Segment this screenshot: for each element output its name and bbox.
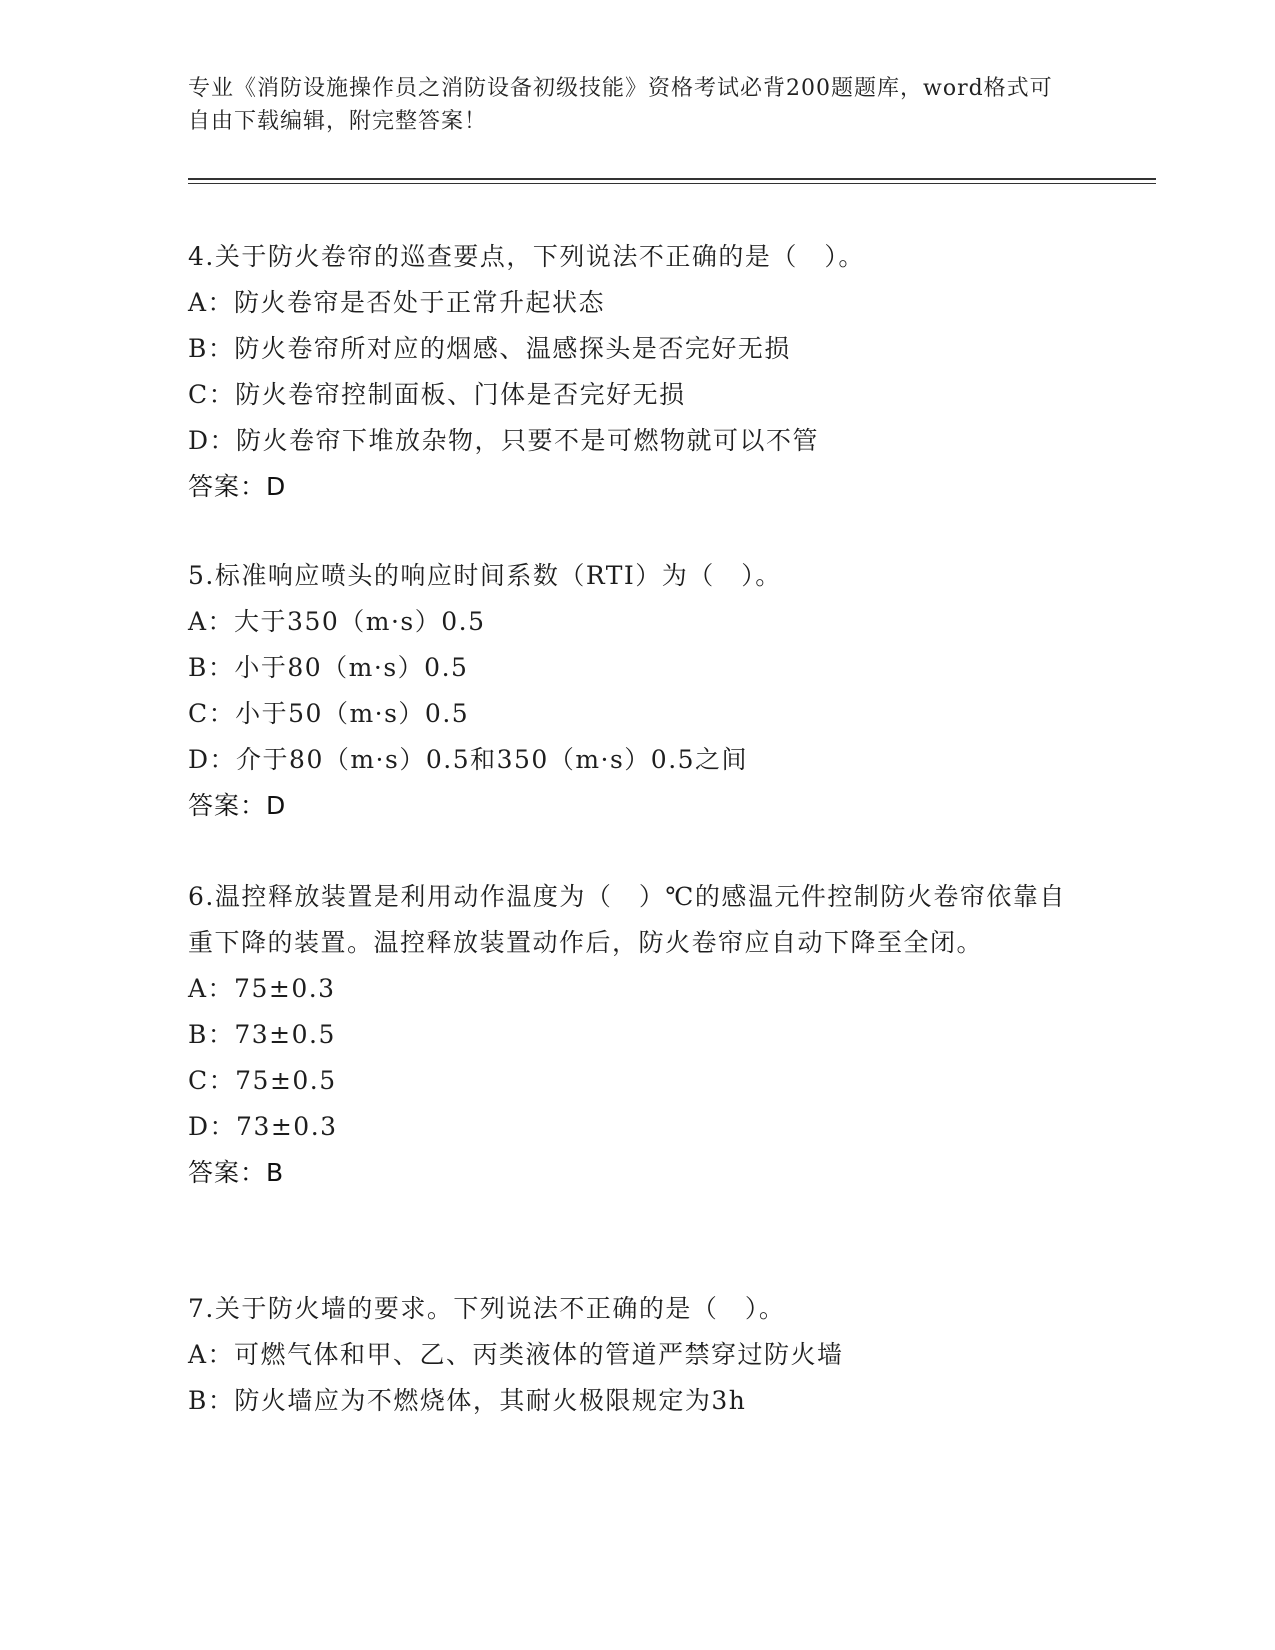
- option-c: C：防火卷帘控制面板、门体是否完好无损: [188, 380, 686, 409]
- option-b: B：73±0.5: [188, 1020, 336, 1049]
- option-d: D：防火卷帘下堆放杂物，只要不是可燃物就可以不管: [188, 426, 820, 455]
- question-stem: 5.标准响应喷头的响应时间系数（RTI）为（ ）。: [188, 561, 782, 590]
- answer: 答案：D: [188, 791, 287, 820]
- option-d: D：73±0.3: [188, 1112, 338, 1141]
- question-4: [188, 234, 1068, 510]
- question-7: [188, 1286, 1068, 1424]
- option-d: D：介于80（m·s）0.5和350（m·s）0.5之间: [188, 745, 749, 774]
- question-6: [188, 874, 1068, 1196]
- option-b: B：防火墙应为不燃烧体，其耐火极限规定为3h: [188, 1386, 747, 1415]
- question-stem: 6.温控释放装置是利用动作温度为（ ）℃的感温元件控制防火卷帘依靠自重下降的装置。温控释放装置动作后，防火卷帘应自动下降至全闭。: [188, 882, 1066, 957]
- question-stem: 7.关于防火墙的要求。下列说法不正确的是（ ）。: [188, 1294, 786, 1323]
- question-stem: 4.关于防火卷帘的巡查要点，下列说法不正确的是（ ）。: [188, 242, 865, 271]
- option-a: A：可燃气体和甲、乙、丙类液体的管道严禁穿过防火墙: [188, 1340, 844, 1369]
- document-header: 专业《消防设施操作员之消防设备初级技能》资格考试必背200题题库，word格式可自由下载编辑，附完整答案！: [188, 76, 1053, 134]
- option-b: B：小于80（m·s）0.5: [188, 653, 469, 682]
- answer: 答案：D: [188, 472, 287, 501]
- option-a: A：防火卷帘是否处于正常升起状态: [188, 288, 606, 317]
- answer: 答案：B: [188, 1158, 285, 1187]
- option-b: B：防火卷帘所对应的烟感、温感探头是否完好无损: [188, 334, 791, 363]
- option-a: A：大于350（m·s）0.5: [188, 607, 486, 636]
- option-c: C：小于50（m·s）0.5: [188, 699, 470, 728]
- option-c: C：75±0.5: [188, 1066, 337, 1095]
- question-5: [188, 553, 1068, 829]
- header-divider-thin: [188, 183, 1156, 184]
- header-divider-thick: [188, 178, 1156, 180]
- option-a: A：75±0.3: [188, 974, 336, 1003]
